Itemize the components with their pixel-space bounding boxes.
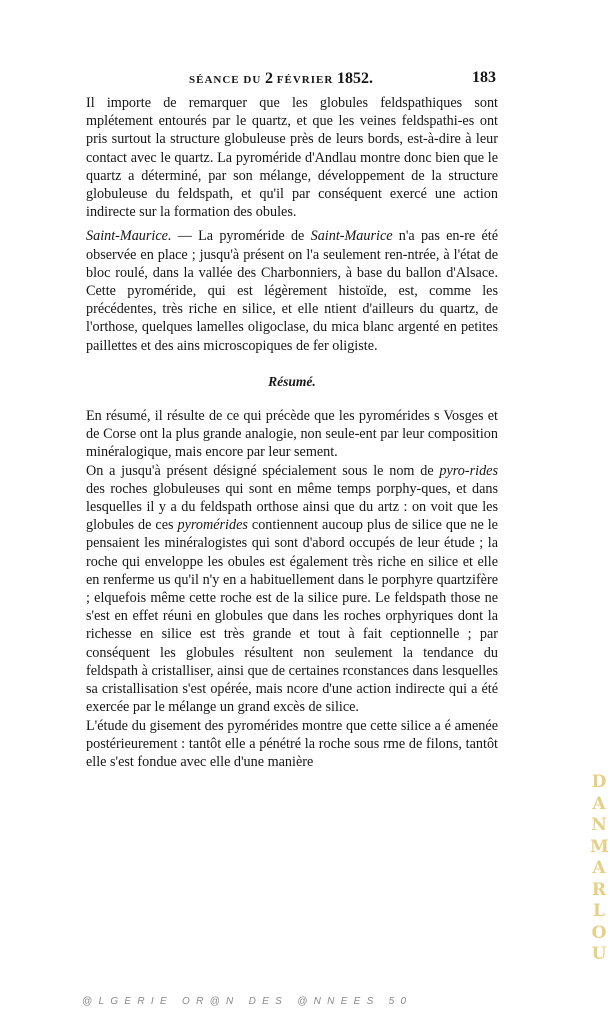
- running-head: [189, 70, 373, 88]
- body-text: [86, 94, 498, 771]
- running-head-day: 2: [265, 70, 274, 87]
- term-italic: pyromérides: [177, 517, 248, 534]
- page-header: [84, 70, 496, 90]
- saint-maurice-heading: Saint-Maurice.: [86, 228, 172, 245]
- watermark-danmarlou: DANMARLOU: [590, 772, 609, 964]
- running-head-prefix: SÉANCE DU: [189, 74, 262, 86]
- paragraph-pyromerides: [86, 462, 498, 717]
- paragraph-resume: En résumé, il résulte de ce qui précède que les pyromérides s Vosges et de Corse ont la plus grande analogie, non seule-ent par leur composition minéralogique, mais encore par leur sement.: [86, 408, 498, 461]
- place-name: Saint-Maurice: [310, 228, 393, 245]
- paragraph-text: On a jusqu'à présent désigné spécialement sous le nom de: [86, 462, 440, 479]
- running-head-month: FÉVRIER: [276, 74, 334, 86]
- paragraph-andlau: Il importe de remarquer que les globules feldspathiques sont mplétement entourés par le quartz, et que les veines feldspathi-es ont pris surtout la structure globuleuse près de leurs bords, est-à-dire à leur contact avec le quartz. La pyroméride d'Andlau montre donc bien que le quartz a déterminé, par son mélange, développement de la structure globuleuse du feldspath, et qu'il par conséquent exercé une action indirecte sur la formation des obules.: [86, 95, 498, 221]
- term-italic: pyro-rides: [439, 462, 498, 479]
- running-head-year: 1852.: [337, 70, 374, 87]
- section-title: Résumé.: [268, 373, 316, 389]
- paragraph-text: n'a pas en-re été observée en place ; jusqu'à présent on l'a seulement ren-ntrée, à l'état de bloc roulé, dans la vallée des Charbonniers, à base du ballon d'Alsace. Cette pyroméride, qui est légèrement histoïde, est, comme les précédentes, très riche en silice, et elle ntient d'ailleurs du quartz, de l'orthose, quelques lamelles oligoclase, du mica blanc argenté en petites paillettes et des ains microscopiques de fer oligiste.: [86, 228, 498, 354]
- footer-credit: @LGERIE OR@N DES @NNEES 50: [82, 996, 413, 1007]
- paragraph-text: contiennent aucoup plus de silice que ne le pensaient les minéralogistes qui sont d'abord occupés de leur étude ; la roche qui enveloppe les obules est également très riche en silice et elle en renferme us qu'il n'y en a habituellement dans le porphyre quartzifère ; elquefois même cette roche est de la silice pure. Le feldspath those ne s'est en effet réuni en globules que dans les roches orphyriques dont la richesse en silice est très grande et tout à fait ceptionnelle ; par conséquent les globules résultent non seulement la tendance du feldspath à cristalliser, ainsi que de certaines rconstances dans lesquelles sa cristallisation s'est opérée, mais ncore d'une action indirecte qui a été exercée par le mélange un grand excès de silice.: [86, 517, 498, 716]
- page-number: 183: [472, 69, 496, 86]
- paragraph-text: — La pyroméride de: [171, 228, 311, 245]
- paragraph-gisement: L'étude du gisement des pyromérides montre que cette silice a é amenée postérieurement : tantôt elle a pénétré la roche sous rme de filons, tantôt elle s'est fondue avec elle d'une manière: [86, 717, 498, 770]
- paragraph-saint-maurice: [86, 227, 498, 354]
- paragraph-text: des roches globuleuses qui sont en même temps porphy-ques, et dans lesquelles il y a du feldspath orthose ainsi que du artz : on voit que les globules de ces: [86, 480, 498, 534]
